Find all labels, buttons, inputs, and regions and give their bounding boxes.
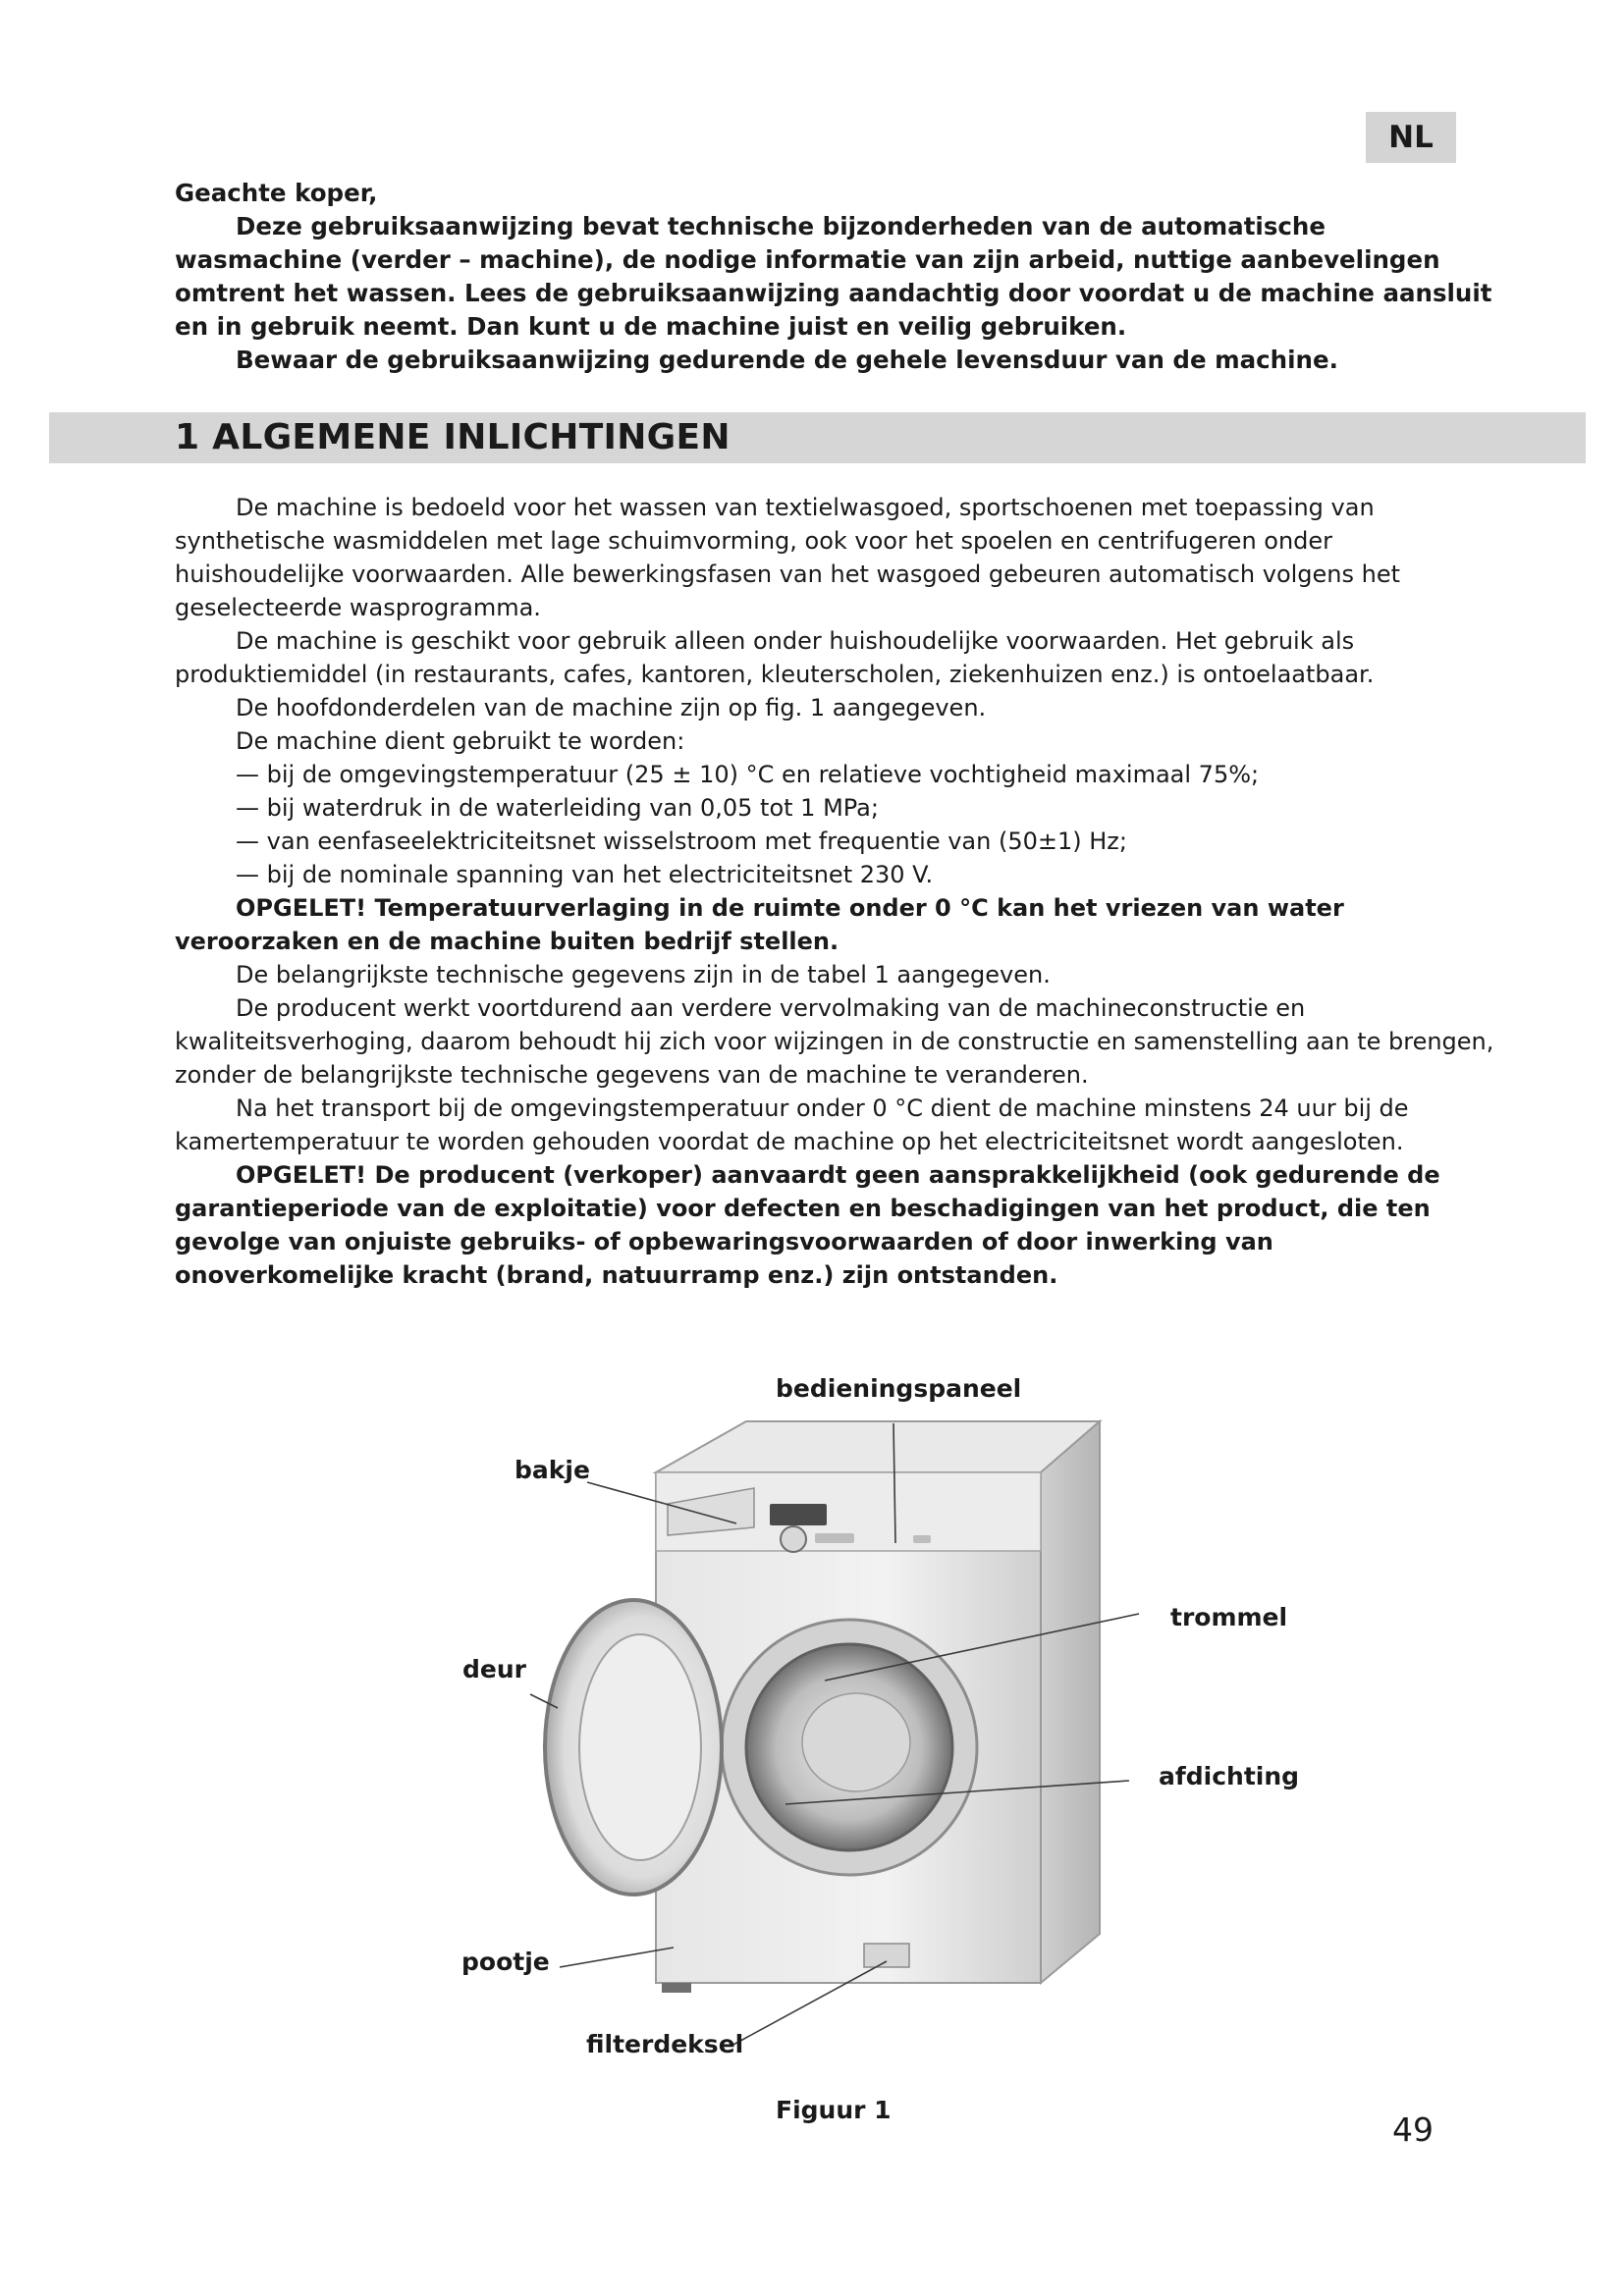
machine-side: [1041, 1421, 1100, 1983]
section-title: 1 ALGEMENE INLICHTINGEN: [175, 417, 731, 457]
machine-top: [656, 1421, 1100, 1472]
filter-cover: [864, 1944, 909, 1967]
greeting: Geachte koper,: [175, 179, 378, 207]
paragraph: De belangrijkste technische gegevens zijn in de tabel 1 aangegeven.: [236, 961, 1051, 988]
label-filter-cover: filterdeksel: [586, 2030, 744, 2058]
paragraph: Na het transport bij de omgevingstemperatuur onder 0 °C dient de machine minstens 24 uur bij de kamertemperatuur te worden gehouden voordat de machine op het electriciteitsnet wordt aangesloten.: [175, 1095, 1409, 1155]
label-seal: afdichting: [1159, 1762, 1300, 1790]
language-badge: NL: [1366, 112, 1456, 163]
section-body: [175, 491, 1500, 1292]
paragraph: De machine is bedoeld voor het wassen van textielwasgoed, sportschoenen met toepassing van synthetische wasmiddelen met lage schuimvorming, ook voor het spoelen en centrifugeren onder huishoudelijke voorwaarden. Alle bewerkingsfasen van het wasgoed gebeuren automatisch volgens het geselecteerde wasprogramma.: [175, 494, 1401, 621]
list-item: — bij de omgevingstemperatuur (25 ± 10) °C en relatieve vochtigheid maximaal 75%;: [236, 761, 1260, 788]
intro-paragraph-1: Deze gebruiksaanwijzing bevat technische bijzonderheden van de automatische wasmachine (verder – machine), de nodige informatie van zijn arbeid, nuttige aanbevelingen omtrent het wassen. Lees de gebruiksaanwijzing aandachtig door voordat u de machine aansluit en in gebruik neemt. Dan kunt u de machine juist en veilig gebruiken.: [175, 212, 1492, 341]
paragraph: De machine is geschikt voor gebruik alleen onder huishoudelijke voorwaarden. Het gebruik als produktiemiddel (in restaurants, cafes, kantoren, kleuterscholen, ziekenhuizen enz.) is ontoelaatbaar.: [175, 627, 1375, 688]
label-foot: pootje: [461, 1948, 550, 1976]
figure-caption: Figuur 1: [776, 2096, 892, 2124]
machine-foot: [662, 1983, 691, 1993]
section-header: [49, 412, 1586, 463]
list-item: — bij waterdruk in de waterleiding van 0,05 tot 1 MPa;: [236, 794, 879, 822]
panel-buttons: [815, 1533, 854, 1543]
label-drawer: bakje: [514, 1456, 590, 1484]
page-number: 49: [1392, 2110, 1434, 2149]
washing-machine-figure: [0, 1355, 1624, 2160]
power-button: [913, 1535, 931, 1543]
warning-paragraph: OPGELET! De producent (verkoper) aanvaardt geen aansprakkelijkheid (ook gedurende de garantieperiode van de exploitatie) voor defecten en beschadigingen van het product, die ten gevolge van onjuiste gebruiks- of opbewaringsvoorwaarden of door inwerking van onoverkomelijke kracht (brand, natuurramp enz.) zijn ontstanden.: [175, 1161, 1440, 1289]
warning-paragraph: OPGELET! Temperatuurverlaging in de ruimte onder 0 °C kan het vriezen van water veroorzaken en de machine buiten bedrijf stellen.: [175, 894, 1344, 955]
washing-machine-illustration: [0, 1355, 1624, 2160]
paragraph: De machine dient gebruikt te worden:: [236, 727, 685, 755]
intro-paragraph-2: Bewaar de gebruiksaanwijzing gedurende de gehele levensduur van de machine.: [236, 346, 1338, 374]
label-drum: trommel: [1170, 1603, 1288, 1631]
list-item: — bij de nominale spanning van het electriciteitsnet 230 V.: [236, 861, 934, 888]
door-glass: [579, 1634, 701, 1860]
list-item: — van eenfaseelektriciteitsnet wisselstroom met frequentie van (50±1) Hz;: [236, 828, 1127, 855]
paragraph: De hoofdonderdelen van de machine zijn op fig. 1 aangegeven.: [236, 694, 987, 721]
display-window: [770, 1504, 827, 1525]
program-knob: [781, 1526, 806, 1552]
intro-block: [175, 177, 1500, 377]
label-control-panel: bedieningspaneel: [776, 1374, 1022, 1403]
drum-back: [802, 1693, 910, 1791]
paragraph: De producent werkt voortdurend aan verdere vervolmaking van de machineconstructie en kwaliteitsverhoging, daarom behoudt hij zich voor wijzingen in de constructie en samenstelling aan te brengen, zonder de belangrijkste technische gegevens van de machine te veranderen.: [175, 994, 1494, 1089]
label-door: deur: [462, 1655, 526, 1683]
